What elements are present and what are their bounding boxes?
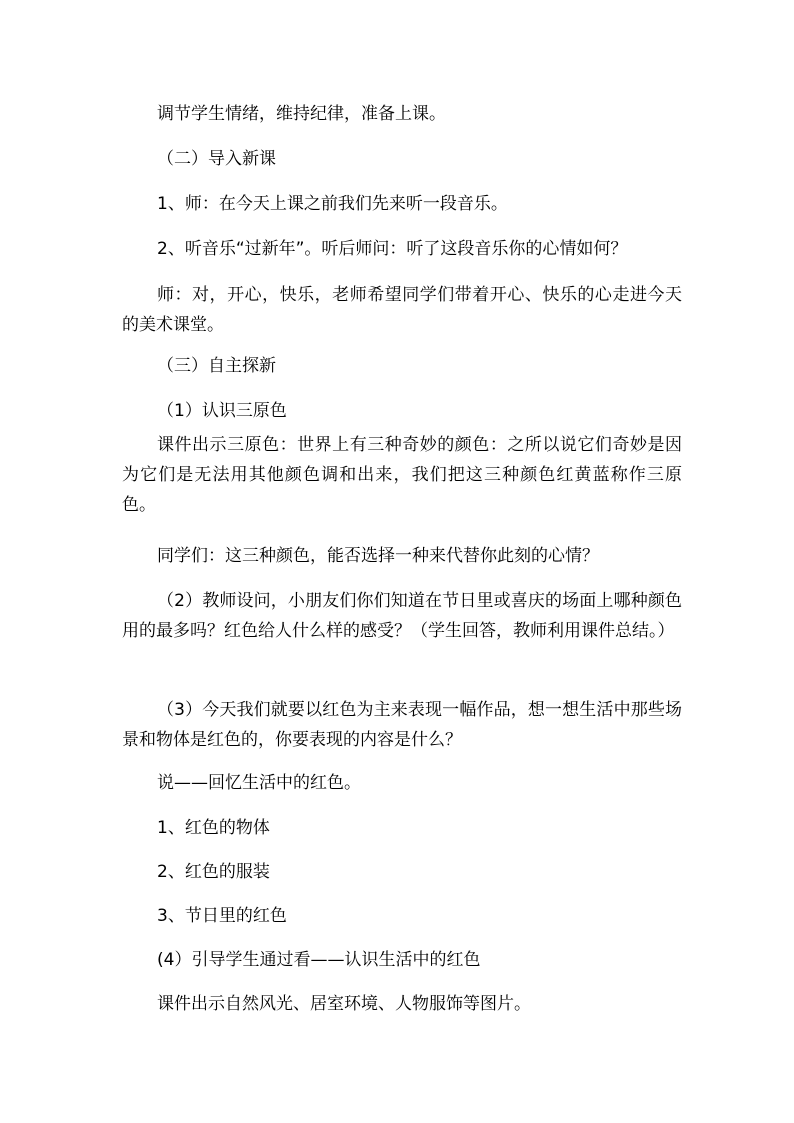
paragraph-section-2-heading: （二）导入新课 bbox=[157, 149, 276, 169]
paragraph-10: （2）教师设问，小朋友们你们知道在节日里或喜庆的场面上哪种颜色用的最多吗？红色给人什么样的感受？（学生回答，教师利用课件总结。） bbox=[122, 591, 682, 641]
paragraph-17: 课件出示自然风光、居室环境、人物服饰等图片。 bbox=[157, 994, 531, 1014]
paragraph-4: 2、听音乐“过新年”。听后师问：听了这段音乐你的心情如何？ bbox=[157, 239, 628, 259]
paragraph-15: 3、节日里的红色 bbox=[157, 906, 287, 926]
paragraph-8: 课件出示三原色：世界上有三种奇妙的颜色：之所以说它们奇妙是因为它们是无法用其他颜色调和出来，我们把这三种颜色红黄蓝称作三原色。 bbox=[122, 435, 682, 515]
paragraph-16: (4）引导学生通过看——认识生活中的红色 bbox=[157, 950, 481, 970]
paragraph-7: （1）认识三原色 bbox=[157, 401, 287, 421]
paragraph-5: 师：对，开心，快乐，老师希望同学们带着开心、快乐的心走进今天的美术课堂。 bbox=[122, 285, 682, 335]
paragraph-section-3-heading: （三）自主探新 bbox=[157, 356, 276, 376]
paragraph-3: 1、师：在今天上课之前我们先来听一段音乐。 bbox=[157, 194, 508, 214]
paragraph-14: 2、红色的服装 bbox=[157, 862, 270, 882]
paragraph-9: 同学们：这三种颜色，能否选择一种来代替你此刻的心情？ bbox=[157, 546, 599, 566]
paragraph-11: （3）今天我们就要以红色为主来表现一幅作品，想一想生活中那些场景和物体是红色的，你要表现的内容是什么？ bbox=[122, 700, 682, 750]
paragraph-1: 调节学生情绪，维持纪律，准备上课。 bbox=[157, 104, 446, 124]
paragraph-12: 说——回忆生活中的红色。 bbox=[157, 773, 361, 793]
paragraph-13: 1、红色的物体 bbox=[157, 818, 270, 838]
